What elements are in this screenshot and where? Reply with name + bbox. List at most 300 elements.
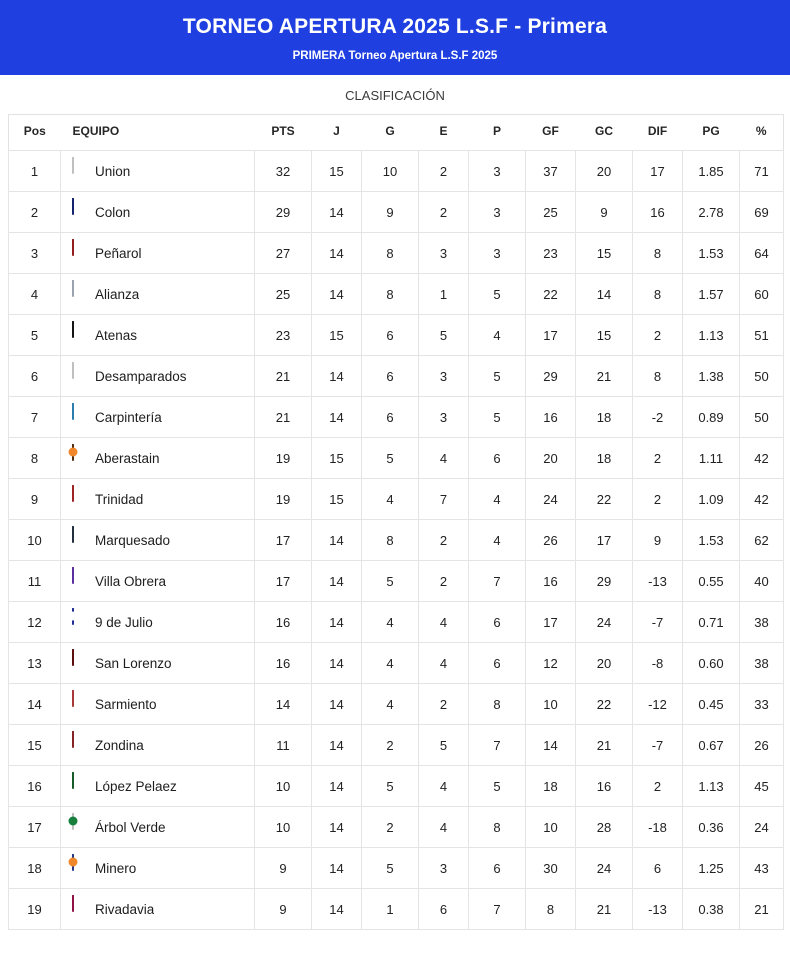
team-name: Villa Obrera [95, 573, 167, 589]
cell-g: 6 [362, 397, 419, 438]
cell-gf: 10 [526, 807, 576, 848]
cell-pg: 1.38 [683, 356, 740, 397]
cell-j: 15 [312, 479, 362, 520]
cell-g: 5 [362, 561, 419, 602]
column-header-e: E [419, 115, 469, 151]
cell-gf: 37 [526, 151, 576, 192]
cell-e: 2 [419, 684, 469, 725]
cell-gc: 14 [576, 274, 633, 315]
cell-pg: 0.71 [683, 602, 740, 643]
cell-e: 4 [419, 807, 469, 848]
cell-g: 4 [362, 643, 419, 684]
cell-pts: 14 [255, 684, 312, 725]
cell-gc: 24 [576, 848, 633, 889]
team-crest-icon [61, 322, 85, 349]
cell-e: 2 [419, 520, 469, 561]
bottom-spacer [8, 930, 782, 948]
cell-dif: -12 [633, 684, 683, 725]
table-row[interactable] [9, 233, 784, 274]
cell-dif: 2 [633, 438, 683, 479]
cell-gf: 25 [526, 192, 576, 233]
cell-g: 4 [362, 479, 419, 520]
cell-pct: 38 [740, 602, 784, 643]
cell-g: 6 [362, 315, 419, 356]
cell-g: 5 [362, 766, 419, 807]
cell-pts: 21 [255, 397, 312, 438]
cell-gc: 21 [576, 356, 633, 397]
table-row[interactable] [9, 479, 784, 520]
position-cell: 6 [9, 356, 61, 397]
cell-p: 3 [469, 151, 526, 192]
cell-j: 14 [312, 684, 362, 725]
cell-j: 15 [312, 151, 362, 192]
team-name: Marquesado [95, 532, 171, 548]
position-cell: 8 [9, 438, 61, 479]
cell-j: 14 [312, 848, 362, 889]
cell-pct: 42 [740, 438, 784, 479]
cell-e: 4 [419, 602, 469, 643]
table-row[interactable] [9, 684, 784, 725]
team-crest-icon [61, 773, 85, 800]
cell-p: 6 [469, 643, 526, 684]
position-cell: 11 [9, 561, 61, 602]
team-crest-icon [61, 732, 85, 759]
position-cell: 2 [9, 192, 61, 233]
cell-gc: 28 [576, 807, 633, 848]
cell-gc: 20 [576, 643, 633, 684]
cell-e: 3 [419, 356, 469, 397]
cell-gc: 9 [576, 192, 633, 233]
standings-table [8, 114, 784, 930]
cell-g: 8 [362, 520, 419, 561]
cell-dif: 8 [633, 274, 683, 315]
cell-pg: 0.45 [683, 684, 740, 725]
cell-pg: 0.89 [683, 397, 740, 438]
cell-dif: -13 [633, 889, 683, 930]
cell-pg: 1.25 [683, 848, 740, 889]
team-crest-icon [61, 363, 85, 390]
cell-gf: 23 [526, 233, 576, 274]
cell-pts: 17 [255, 520, 312, 561]
cell-p: 4 [469, 479, 526, 520]
cell-gf: 24 [526, 479, 576, 520]
cell-g: 5 [362, 438, 419, 479]
cell-pct: 45 [740, 766, 784, 807]
position-cell: 10 [9, 520, 61, 561]
cell-pg: 1.11 [683, 438, 740, 479]
cell-g: 2 [362, 807, 419, 848]
cell-j: 15 [312, 315, 362, 356]
team-name: San Lorenzo [95, 655, 172, 671]
cell-pct: 64 [740, 233, 784, 274]
team-name: López Pelaez [95, 778, 177, 794]
table-header-row [9, 115, 784, 151]
table-row[interactable] [9, 520, 784, 561]
table-row[interactable] [9, 602, 784, 643]
cell-pct: 51 [740, 315, 784, 356]
team-cell[interactable] [61, 479, 255, 520]
cell-pct: 62 [740, 520, 784, 561]
team-name: Alianza [95, 286, 140, 302]
cell-dif: -2 [633, 397, 683, 438]
table-body [9, 151, 784, 930]
cell-pg: 1.85 [683, 151, 740, 192]
column-header-gc: GC [576, 115, 633, 151]
position-cell: 16 [9, 766, 61, 807]
cell-pts: 25 [255, 274, 312, 315]
team-crest-icon [61, 527, 85, 554]
team-cell[interactable] [61, 274, 255, 315]
cell-gf: 16 [526, 561, 576, 602]
cell-pts: 27 [255, 233, 312, 274]
cell-gf: 14 [526, 725, 576, 766]
page-title: TORNEO APERTURA 2025 L.S.F - Primera [182, 15, 608, 38]
cell-dif: -18 [633, 807, 683, 848]
cell-j: 14 [312, 397, 362, 438]
cell-gf: 17 [526, 602, 576, 643]
table-row[interactable] [9, 315, 784, 356]
team-crest-icon [61, 609, 85, 636]
cell-pct: 24 [740, 807, 784, 848]
team-name: Árbol Verde [95, 819, 166, 835]
team-cell[interactable] [61, 151, 255, 192]
position-cell: 14 [9, 684, 61, 725]
position-cell: 18 [9, 848, 61, 889]
team-crest-icon [61, 199, 85, 226]
cell-pts: 32 [255, 151, 312, 192]
column-header-pg: PG [683, 115, 740, 151]
cell-gc: 21 [576, 725, 633, 766]
column-header-pos: Pos [9, 115, 61, 151]
team-crest-icon [61, 896, 85, 923]
cell-e: 2 [419, 151, 469, 192]
cell-dif: 17 [633, 151, 683, 192]
team-crest-icon [61, 814, 85, 841]
cell-gc: 24 [576, 602, 633, 643]
cell-gc: 16 [576, 766, 633, 807]
position-cell: 17 [9, 807, 61, 848]
cell-pts: 10 [255, 807, 312, 848]
cell-pts: 16 [255, 602, 312, 643]
team-cell[interactable] [61, 192, 255, 233]
cell-pg: 0.67 [683, 725, 740, 766]
cell-g: 1 [362, 889, 419, 930]
cell-p: 7 [469, 889, 526, 930]
cell-p: 8 [469, 684, 526, 725]
cell-gf: 16 [526, 397, 576, 438]
cell-p: 8 [469, 807, 526, 848]
cell-dif: -8 [633, 643, 683, 684]
table-row[interactable] [9, 561, 784, 602]
team-name: Desamparados [95, 368, 187, 384]
table-row[interactable] [9, 274, 784, 315]
team-name: Carpintería [95, 409, 162, 425]
cell-p: 5 [469, 274, 526, 315]
cell-pct: 33 [740, 684, 784, 725]
cell-gf: 20 [526, 438, 576, 479]
position-cell: 7 [9, 397, 61, 438]
cell-g: 9 [362, 192, 419, 233]
table-row[interactable] [9, 356, 784, 397]
cell-p: 3 [469, 233, 526, 274]
team-name: Minero [95, 860, 137, 876]
cell-pts: 19 [255, 479, 312, 520]
cell-e: 3 [419, 397, 469, 438]
column-header-gf: GF [526, 115, 576, 151]
team-crest-icon [61, 486, 85, 513]
position-cell: 4 [9, 274, 61, 315]
cell-gf: 29 [526, 356, 576, 397]
team-name: Union [95, 163, 131, 179]
cell-p: 5 [469, 397, 526, 438]
cell-gf: 18 [526, 766, 576, 807]
cell-dif: 8 [633, 356, 683, 397]
team-name: Atenas [95, 327, 138, 343]
team-cell[interactable] [61, 684, 255, 725]
cell-pg: 2.78 [683, 192, 740, 233]
column-header-p: P [469, 115, 526, 151]
section-title: CLASIFICACIÓN [345, 88, 445, 103]
cell-p: 6 [469, 848, 526, 889]
cell-pct: 40 [740, 561, 784, 602]
cell-j: 14 [312, 766, 362, 807]
cell-dif: 8 [633, 233, 683, 274]
cell-pct: 38 [740, 643, 784, 684]
cell-gc: 18 [576, 397, 633, 438]
cell-gc: 29 [576, 561, 633, 602]
cell-pts: 19 [255, 438, 312, 479]
cell-j: 14 [312, 807, 362, 848]
cell-pg: 0.38 [683, 889, 740, 930]
cell-p: 7 [469, 725, 526, 766]
cell-gc: 18 [576, 438, 633, 479]
team-crest-icon [61, 691, 85, 718]
team-cell[interactable] [61, 356, 255, 397]
table-row[interactable] [9, 889, 784, 930]
cell-pg: 1.13 [683, 766, 740, 807]
cell-gc: 22 [576, 684, 633, 725]
column-header-dif: DIF [633, 115, 683, 151]
cell-dif: 6 [633, 848, 683, 889]
team-crest-icon [61, 568, 85, 595]
cell-pg: 0.55 [683, 561, 740, 602]
cell-gc: 21 [576, 889, 633, 930]
cell-pg: 1.53 [683, 520, 740, 561]
team-name: Aberastain [95, 450, 160, 466]
cell-j: 15 [312, 438, 362, 479]
position-cell: 3 [9, 233, 61, 274]
cell-g: 2 [362, 725, 419, 766]
column-header-team: EQUIPO [61, 115, 255, 151]
cell-j: 14 [312, 274, 362, 315]
cell-e: 5 [419, 315, 469, 356]
position-cell: 19 [9, 889, 61, 930]
cell-gc: 15 [576, 315, 633, 356]
cell-pg: 0.60 [683, 643, 740, 684]
cell-j: 14 [312, 602, 362, 643]
cell-gf: 30 [526, 848, 576, 889]
cell-pg: 1.53 [683, 233, 740, 274]
cell-p: 6 [469, 438, 526, 479]
cell-pts: 9 [255, 848, 312, 889]
cell-pct: 50 [740, 397, 784, 438]
cell-e: 4 [419, 438, 469, 479]
cell-e: 2 [419, 561, 469, 602]
cell-dif: 2 [633, 479, 683, 520]
cell-p: 5 [469, 766, 526, 807]
cell-pg: 0.36 [683, 807, 740, 848]
cell-e: 2 [419, 192, 469, 233]
cell-pg: 1.09 [683, 479, 740, 520]
cell-p: 4 [469, 315, 526, 356]
team-crest-icon [61, 404, 85, 431]
cell-e: 5 [419, 725, 469, 766]
cell-e: 6 [419, 889, 469, 930]
column-header-g: G [362, 115, 419, 151]
cell-pts: 17 [255, 561, 312, 602]
cell-g: 5 [362, 848, 419, 889]
table-header [9, 115, 784, 151]
cell-dif: 2 [633, 766, 683, 807]
position-cell: 12 [9, 602, 61, 643]
cell-j: 14 [312, 725, 362, 766]
cell-j: 14 [312, 192, 362, 233]
cell-dif: 16 [633, 192, 683, 233]
team-cell[interactable] [61, 315, 255, 356]
table-row[interactable] [9, 766, 784, 807]
cell-pg: 1.57 [683, 274, 740, 315]
cell-pts: 9 [255, 889, 312, 930]
cell-e: 3 [419, 848, 469, 889]
team-cell[interactable] [61, 520, 255, 561]
cell-j: 14 [312, 233, 362, 274]
table-row[interactable] [9, 848, 784, 889]
cell-gc: 17 [576, 520, 633, 561]
cell-gf: 22 [526, 274, 576, 315]
cell-p: 3 [469, 192, 526, 233]
cell-j: 14 [312, 889, 362, 930]
team-cell[interactable] [61, 602, 255, 643]
cell-g: 6 [362, 356, 419, 397]
cell-pct: 69 [740, 192, 784, 233]
table-row[interactable] [9, 192, 784, 233]
team-cell[interactable] [61, 807, 255, 848]
cell-pct: 60 [740, 274, 784, 315]
team-cell[interactable] [61, 643, 255, 684]
cell-gc: 20 [576, 151, 633, 192]
table-row[interactable] [9, 438, 784, 479]
team-cell[interactable] [61, 561, 255, 602]
cell-gf: 17 [526, 315, 576, 356]
cell-g: 8 [362, 274, 419, 315]
cell-g: 10 [362, 151, 419, 192]
team-cell[interactable] [61, 848, 255, 889]
team-cell[interactable] [61, 438, 255, 479]
cell-e: 4 [419, 766, 469, 807]
cell-dif: 9 [633, 520, 683, 561]
column-header-j: J [312, 115, 362, 151]
cell-pts: 23 [255, 315, 312, 356]
cell-pct: 43 [740, 848, 784, 889]
team-name: 9 de Julio [95, 614, 153, 630]
cell-e: 1 [419, 274, 469, 315]
cell-gc: 15 [576, 233, 633, 274]
team-name: Zondina [95, 737, 144, 753]
cell-e: 4 [419, 643, 469, 684]
cell-e: 7 [419, 479, 469, 520]
team-crest-icon [61, 240, 85, 267]
cell-dif: -7 [633, 602, 683, 643]
cell-p: 4 [469, 520, 526, 561]
cell-j: 14 [312, 520, 362, 561]
team-cell[interactable] [61, 233, 255, 274]
table-row[interactable] [9, 397, 784, 438]
cell-pts: 10 [255, 766, 312, 807]
cell-pct: 21 [740, 889, 784, 930]
team-name: Peñarol [95, 245, 142, 261]
cell-dif: -7 [633, 725, 683, 766]
cell-pg: 1.13 [683, 315, 740, 356]
table-row[interactable] [9, 807, 784, 848]
cell-g: 8 [362, 233, 419, 274]
cell-j: 14 [312, 643, 362, 684]
column-header-pct: % [740, 115, 784, 151]
page-subtitle: PRIMERA Torneo Apertura L.S.F 2025 [292, 50, 498, 62]
team-crest-icon [61, 281, 85, 308]
cell-gf: 26 [526, 520, 576, 561]
cell-g: 4 [362, 602, 419, 643]
team-name: Rivadavia [95, 901, 155, 917]
cell-e: 3 [419, 233, 469, 274]
position-cell: 13 [9, 643, 61, 684]
table-row[interactable] [9, 151, 784, 192]
page-header [0, 0, 790, 75]
team-cell[interactable] [61, 889, 255, 930]
team-cell[interactable] [61, 725, 255, 766]
cell-dif: 2 [633, 315, 683, 356]
team-crest-icon [61, 445, 85, 472]
team-name: Colon [95, 204, 131, 220]
cell-pts: 16 [255, 643, 312, 684]
position-cell: 15 [9, 725, 61, 766]
position-cell: 9 [9, 479, 61, 520]
position-cell: 1 [9, 151, 61, 192]
team-crest-icon [61, 650, 85, 677]
team-crest-icon [61, 158, 85, 185]
team-cell[interactable] [61, 766, 255, 807]
team-crest-icon [61, 855, 85, 882]
cell-pct: 42 [740, 479, 784, 520]
team-cell[interactable] [61, 397, 255, 438]
team-name: Sarmiento [95, 696, 157, 712]
content-area [0, 75, 790, 948]
cell-gf: 12 [526, 643, 576, 684]
team-name: Trinidad [95, 491, 144, 507]
table-row[interactable] [9, 643, 784, 684]
cell-p: 5 [469, 356, 526, 397]
table-row[interactable] [9, 725, 784, 766]
cell-pts: 29 [255, 192, 312, 233]
cell-p: 6 [469, 602, 526, 643]
cell-p: 7 [469, 561, 526, 602]
cell-pct: 50 [740, 356, 784, 397]
cell-gc: 22 [576, 479, 633, 520]
cell-g: 4 [362, 684, 419, 725]
cell-j: 14 [312, 356, 362, 397]
cell-pct: 26 [740, 725, 784, 766]
cell-pts: 11 [255, 725, 312, 766]
cell-gf: 10 [526, 684, 576, 725]
